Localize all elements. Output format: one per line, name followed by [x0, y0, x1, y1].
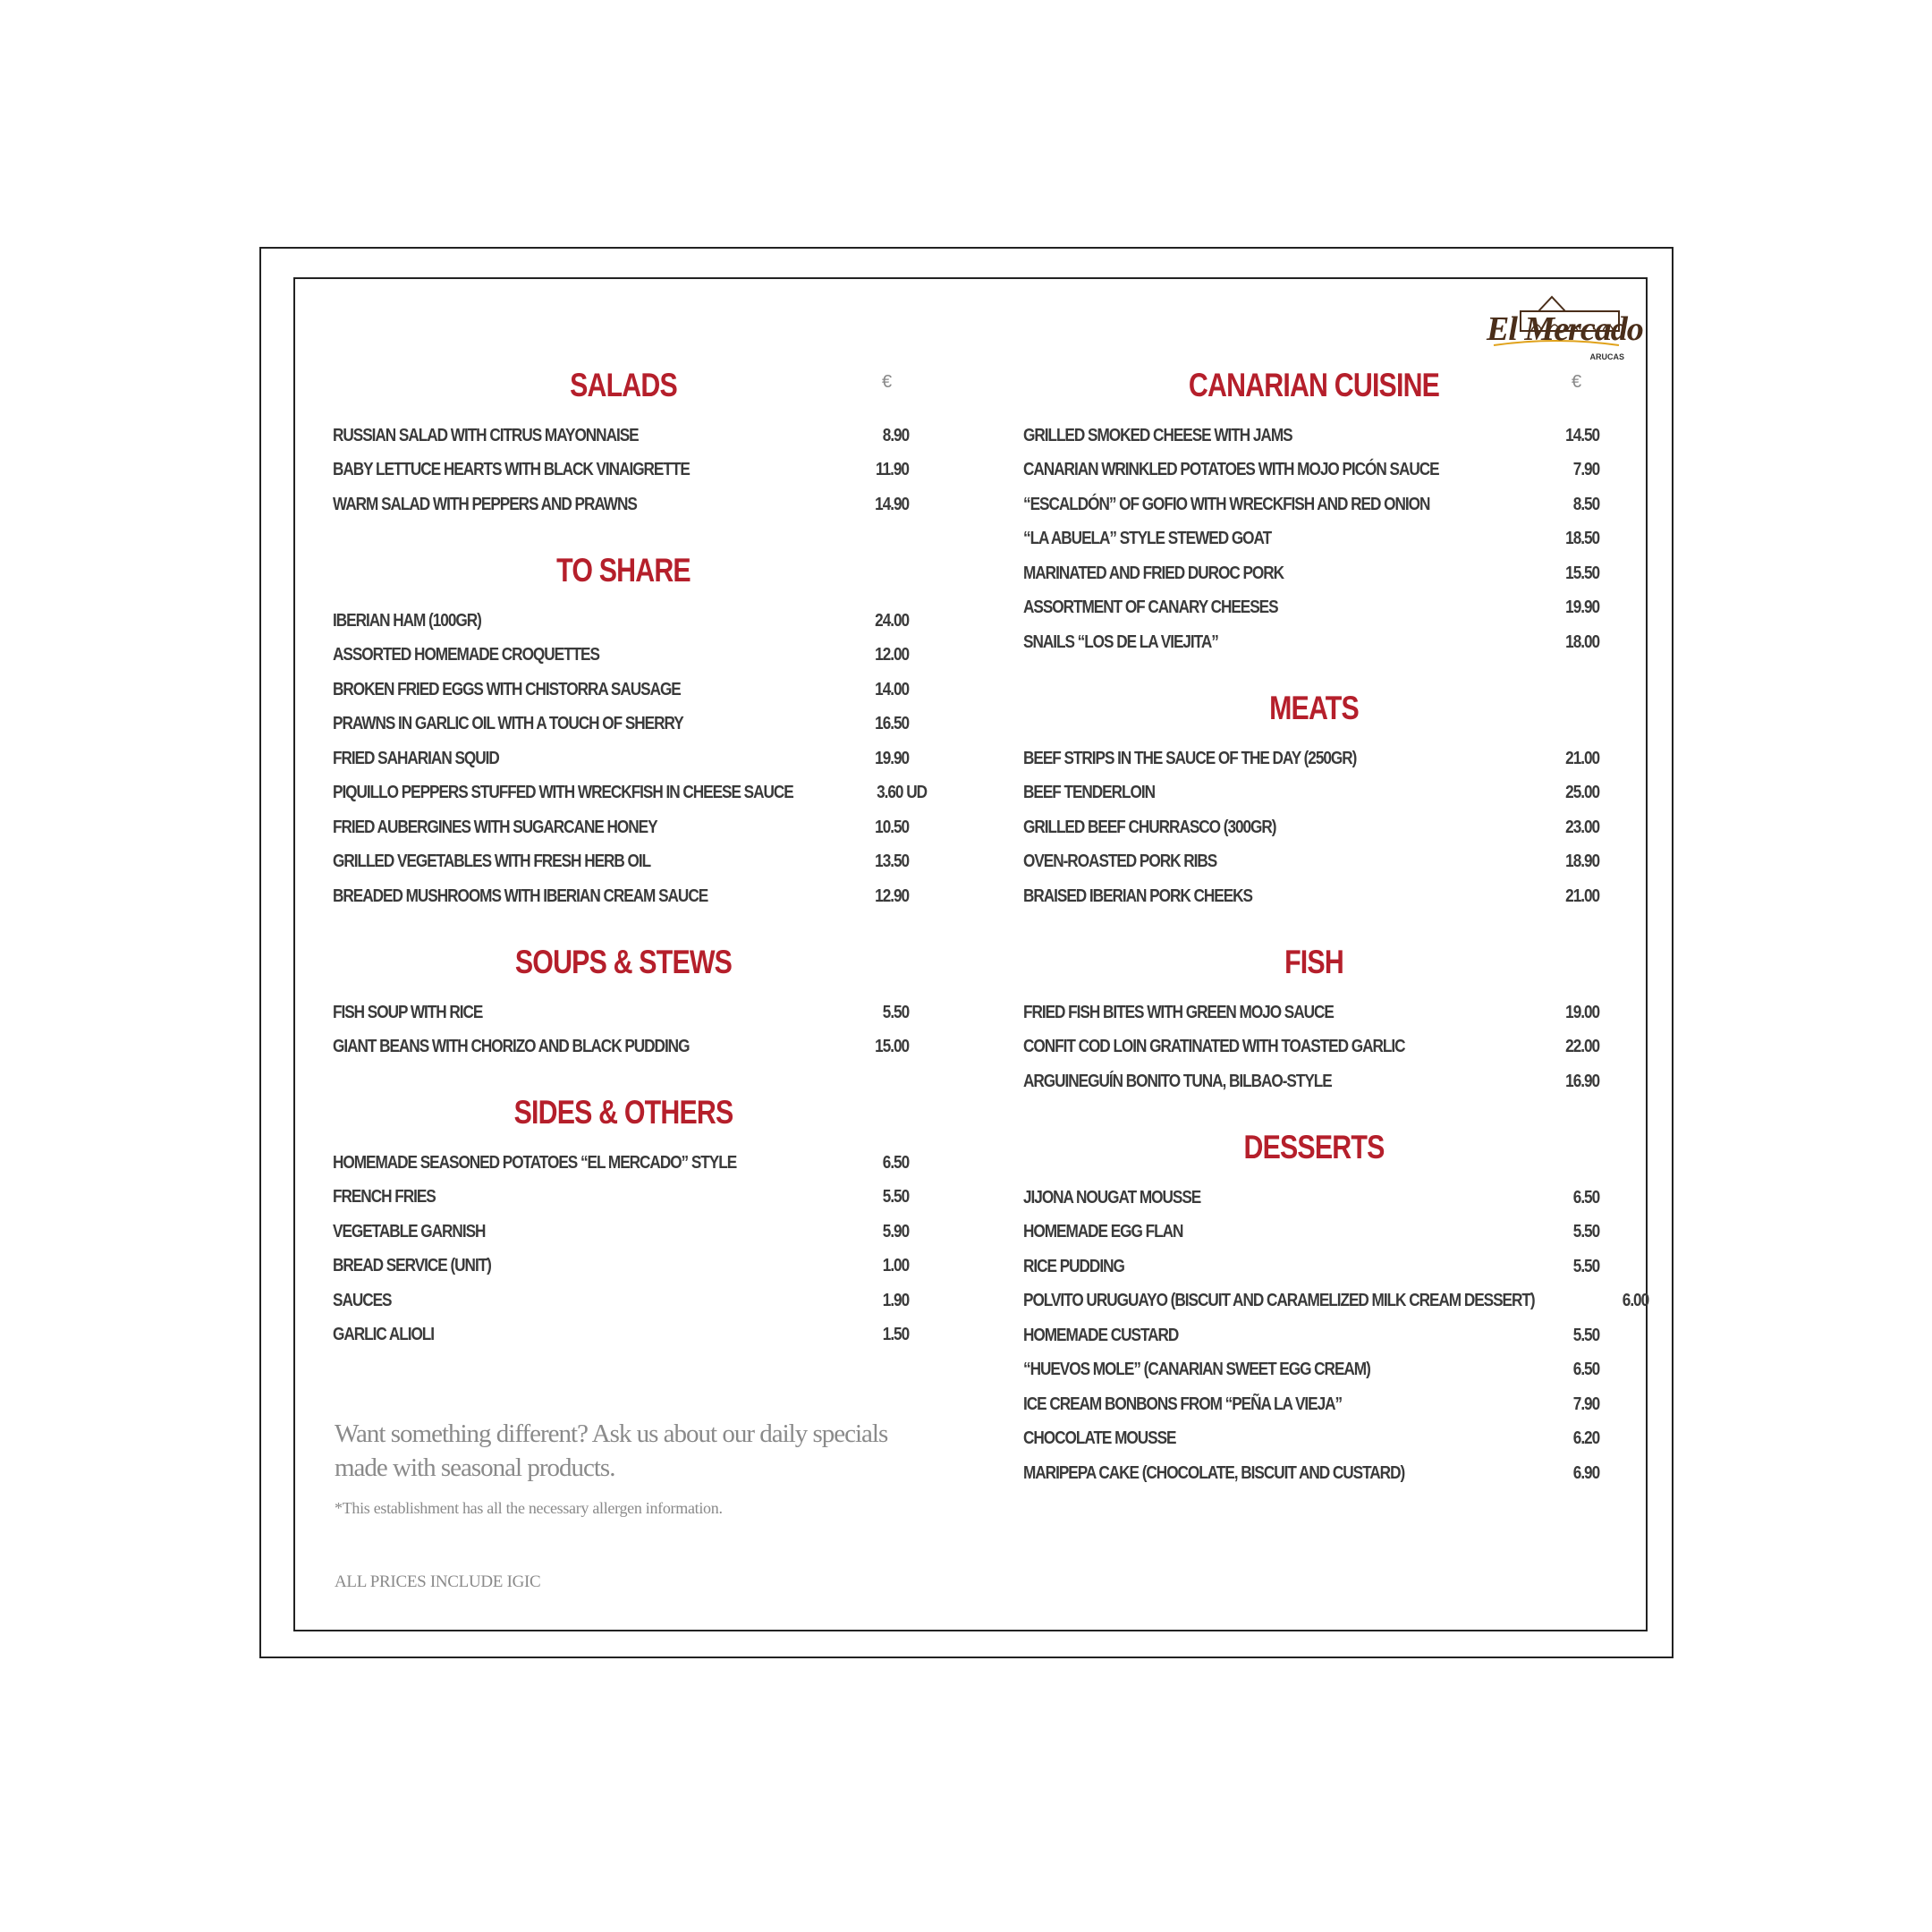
menu-item-name: RICE PUDDING: [1023, 1256, 1124, 1276]
menu-item-price: 18.90: [1565, 852, 1599, 871]
section-title-meats: MEATS: [1269, 690, 1359, 726]
menu-item-name: BREAD SERVICE (UNIT): [333, 1256, 491, 1275]
menu-item-price: 22.00: [1565, 1037, 1599, 1056]
menu-item-name: ICE CREAM BONBONS FROM “PEÑA LA VIEJA”: [1023, 1394, 1343, 1414]
menu-item: [333, 810, 909, 844]
logo-text: El Mercado: [1487, 310, 1643, 348]
menu-item-price: 24.00: [875, 610, 909, 631]
menu-item-name: BRAISED IBERIAN PORK CHEEKS: [1023, 886, 1252, 906]
menu-item: [1023, 1387, 1599, 1421]
menu-item-price: 7.90: [1572, 460, 1599, 479]
menu-item-name: SAUCES: [333, 1290, 392, 1310]
menu-item: [1023, 810, 1599, 844]
menu-item: [333, 1318, 909, 1352]
menu-item-price: 8.90: [882, 425, 909, 445]
menu-item-name: POLVITO URUGUAYO (BISCUIT AND CARAMELIZED MILK CREAM DESSERT): [1023, 1291, 1535, 1310]
menu-item-name: BEEF TENDERLOIN: [1023, 783, 1155, 802]
daily-specials-note: Want something different? Ask us about our daily specials made with seasonal products.: [335, 1419, 888, 1482]
menu-item-name: ASSORTED HOMEMADE CROQUETTES: [333, 645, 599, 665]
menu-item-name: OVEN-ROASTED PORK RIBS: [1023, 852, 1217, 871]
menu-item-price: 12.90: [875, 886, 909, 906]
menu-item-price: 13.50: [875, 852, 909, 871]
menu-item: [1023, 1030, 1599, 1064]
logo-place: ARUCAS: [1589, 352, 1624, 361]
menu-item-price: 16.50: [875, 714, 909, 733]
menu-item-price: 8.50: [1572, 494, 1599, 514]
menu-item-name: BEEF STRIPS IN THE SAUCE OF THE DAY (250GR): [1023, 748, 1357, 768]
menu-item-price: 18.00: [1565, 631, 1599, 652]
menu-item-price: 21.00: [1565, 886, 1599, 906]
menu-item: [1023, 776, 1599, 810]
menu-item-name: GIANT BEANS WITH CHORIZO AND BLACK PUDDING: [333, 1037, 690, 1056]
menu-item-name: GARLIC ALIOLI: [333, 1325, 435, 1344]
menu-item-name: RUSSIAN SALAD WITH CITRUS MAYONNAISE: [333, 425, 639, 445]
menu-item-name: FRENCH FRIES: [333, 1187, 436, 1207]
menu-item-price: 6.00: [1622, 1291, 1648, 1310]
menu-item-price: 23.00: [1565, 817, 1599, 837]
menu-item-price: 25.00: [1565, 783, 1599, 802]
menu-item: [1023, 591, 1599, 625]
allergen-note: *This establishment has all the necessary allergen information.: [335, 1499, 723, 1517]
menu-item-price: 19.90: [1565, 597, 1599, 617]
menu-item-name: CONFIT COD LOIN GRATINATED WITH TOASTED GARLIC: [1023, 1037, 1405, 1056]
menu-item-name: BREADED MUSHROOMS WITH IBERIAN CREAM SAUCE: [333, 886, 708, 906]
menu-item-name: MARINATED AND FRIED DUROC PORK: [1023, 563, 1284, 583]
menu-item-price: 3.60 UD: [876, 783, 927, 802]
menu-item-name: “ESCALDÓN” OF GOFIO WITH WRECKFISH AND RED ONION: [1023, 494, 1430, 514]
menu-item-name: FRIED FISH BITES WITH GREEN MOJO SAUCE: [1023, 1002, 1334, 1022]
menu-item-name: PIQUILLO PEPPERS STUFFED WITH WRECKFISH IN CHEESE SAUCE: [333, 783, 793, 802]
menu-item-name: “LA ABUELA” STYLE STEWED GOAT: [1023, 529, 1272, 548]
menu-item: [333, 776, 927, 810]
menu-item: [333, 1250, 909, 1284]
menu-item-name: PRAWNS IN GARLIC OIL WITH A TOUCH OF SHERRY: [333, 714, 683, 733]
menu-item: [1023, 845, 1599, 879]
restaurant-logo: [1485, 284, 1643, 361]
menu-item: [1023, 1216, 1599, 1250]
menu-item: [1023, 741, 1599, 775]
currency-symbol: €: [1572, 372, 1582, 392]
menu-item-price: 5.50: [882, 1002, 909, 1022]
menu-item: [333, 1030, 909, 1064]
menu-item: [1023, 1318, 1599, 1352]
menu-item-price: 5.90: [882, 1221, 909, 1241]
menu-item: [333, 1146, 909, 1180]
menu-item: [1023, 487, 1599, 521]
prices-note: ALL PRICES INCLUDE IGIC: [335, 1572, 541, 1591]
menu-item-price: 7.90: [1572, 1394, 1599, 1414]
menu-item: [333, 1215, 909, 1249]
menu-item-price: 15.00: [875, 1037, 909, 1056]
menu-item: [1023, 522, 1599, 556]
menu-item: [333, 673, 909, 707]
menu-item-price: 5.50: [882, 1187, 909, 1207]
menu-item-price: 6.20: [1572, 1428, 1599, 1448]
menu-item: [333, 453, 909, 487]
menu-item-price: 10.50: [875, 817, 909, 837]
menu-item: [1023, 1456, 1599, 1490]
menu-item: [1023, 1422, 1599, 1456]
section-title-sides: SIDES & OTHERS: [513, 1094, 733, 1131]
menu-item-price: 21.00: [1565, 748, 1599, 768]
menu-item-price: 11.90: [876, 460, 909, 479]
menu-item: [1023, 1250, 1599, 1284]
menu-item-price: 19.00: [1565, 1002, 1599, 1022]
menu-item: [1023, 1353, 1599, 1387]
section-title-to-share: TO SHARE: [556, 552, 691, 589]
menu-item-name: HOMEMADE CUSTARD: [1023, 1325, 1179, 1345]
menu-item-name: FRIED AUBERGINES WITH SUGARCANE HONEY: [333, 817, 657, 837]
menu-item-name: BROKEN FRIED EGGS WITH CHISTORRA SAUSAGE: [333, 679, 681, 699]
menu-item: [1023, 1181, 1599, 1215]
menu-item-name: GRILLED BEEF CHURRASCO (300GR): [1023, 817, 1276, 837]
menu-item-name: “HUEVOS MOLE” (CANARIAN SWEET EGG CREAM): [1023, 1360, 1370, 1379]
section-title-salads: SALADS: [570, 367, 677, 403]
menu-item: [333, 604, 909, 638]
menu-item-name: SNAILS “LOS DE LA VIEJITA”: [1023, 631, 1218, 652]
menu-item-price: 1.50: [882, 1325, 909, 1344]
section-title-soups: SOUPS & STEWS: [514, 944, 733, 980]
menu-item-name: VEGETABLE GARNISH: [333, 1221, 486, 1241]
menu-item-name: GRILLED SMOKED CHEESE WITH JAMS: [1023, 425, 1292, 445]
menu-item-price: 14.50: [1565, 425, 1599, 445]
menu-item: [333, 708, 909, 741]
menu-item-name: ASSORTMENT OF CANARY CHEESES: [1023, 597, 1278, 617]
menu-item-price: 15.50: [1565, 563, 1599, 583]
section-title-fish: FISH: [1284, 944, 1343, 980]
menu-item-name: IBERIAN HAM (100GR): [333, 610, 481, 631]
menu-item-name: GRILLED VEGETABLES WITH FRESH HERB OIL: [333, 852, 651, 871]
menu-item-price: 16.90: [1565, 1071, 1599, 1091]
menu-item-name: HOMEMADE EGG FLAN: [1023, 1222, 1183, 1241]
menu-item: [1023, 879, 1599, 913]
menu-item: [1023, 453, 1599, 487]
menu-item: [1023, 1284, 1648, 1318]
menu-item-price: 6.50: [1572, 1187, 1599, 1208]
menu-item-name: BABY LETTUCE HEARTS WITH BLACK VINAIGRETTE: [333, 460, 690, 479]
menu-item-name: ARGUINEGUÍN BONITO TUNA, BILBAO-STYLE: [1023, 1071, 1332, 1091]
menu-item-price: 19.90: [875, 748, 909, 768]
menu-item-name: FRIED SAHARIAN SQUID: [333, 748, 499, 768]
menu-item-name: WARM SALAD WITH PEPPERS AND PRAWNS: [333, 494, 637, 514]
menu-item: [333, 879, 909, 913]
currency-symbol: €: [882, 372, 893, 392]
menu-item-price: 6.50: [882, 1152, 909, 1173]
section-title-desserts: DESSERTS: [1243, 1129, 1385, 1165]
menu-item-price: 12.00: [875, 645, 909, 665]
menu-item-price: 14.00: [875, 679, 909, 699]
menu-item: [1023, 996, 1599, 1030]
menu-item: [1023, 556, 1599, 590]
menu-item-price: 18.50: [1565, 529, 1599, 548]
menu-item-name: HOMEMADE SEASONED POTATOES “EL MERCADO” STYLE: [333, 1152, 737, 1173]
menu-item: [1023, 419, 1599, 453]
menu-item: [333, 845, 909, 879]
menu-item: [1023, 1064, 1599, 1098]
menu-item-price: 5.50: [1572, 1325, 1599, 1345]
menu-item-price: 5.50: [1572, 1256, 1599, 1276]
menu-item: [333, 1284, 909, 1318]
menu-item-price: 6.90: [1572, 1462, 1599, 1483]
menu-item: [333, 1181, 909, 1215]
menu-item-price: 14.90: [875, 494, 909, 514]
menu-item-name: JIJONA NOUGAT MOUSSE: [1023, 1187, 1201, 1208]
menu-item-price: 1.90: [882, 1290, 909, 1310]
menu-item: [333, 419, 909, 453]
menu-item-name: CHOCOLATE MOUSSE: [1023, 1428, 1176, 1448]
menu-item: [333, 996, 909, 1030]
section-title-canarian: CANARIAN CUISINE: [1188, 367, 1440, 403]
menu-item-price: 1.00: [882, 1256, 909, 1275]
menu-item-name: MARIPEPA CAKE (CHOCOLATE, BISCUIT AND CUSTARD): [1023, 1462, 1405, 1483]
menu-item: [1023, 625, 1599, 659]
menu-item: [333, 741, 909, 775]
menu-item-price: 6.50: [1572, 1360, 1599, 1379]
menu-item-price: 5.50: [1572, 1222, 1599, 1241]
menu-item: [333, 639, 909, 673]
menu-item-name: CANARIAN WRINKLED POTATOES WITH MOJO PICÓN SAUCE: [1023, 460, 1439, 479]
menu-item: [333, 487, 909, 521]
menu-item-name: FISH SOUP WITH RICE: [333, 1002, 483, 1022]
